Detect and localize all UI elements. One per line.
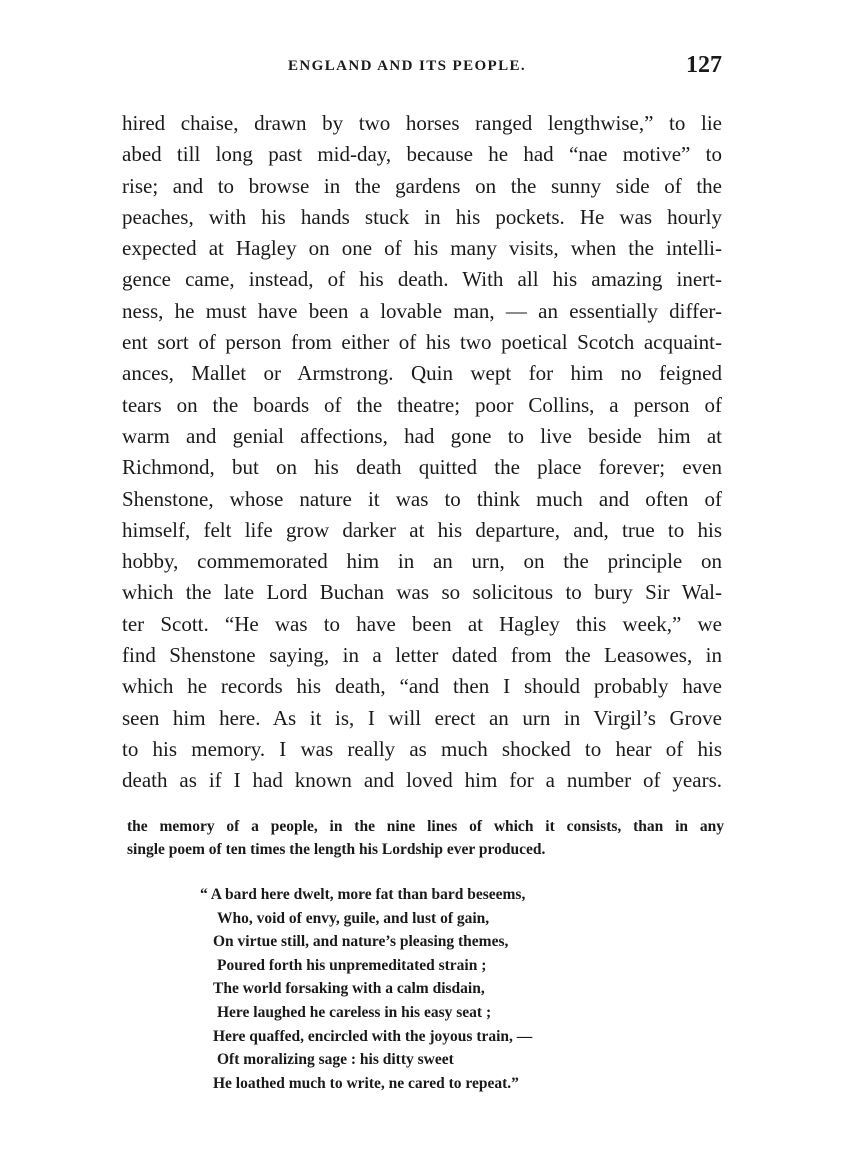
text-line: hobby, commemorated him in an urn, on the principle on: [122, 549, 722, 574]
text-line: abed till long past mid-day, because he had “nae motive” to: [122, 142, 722, 167]
poem-line: Poured forth his unpremeditated strain ;: [217, 956, 487, 974]
text-line: Shenstone, whose nature it was to think much and often of: [122, 486, 722, 511]
footnote: [127, 815, 724, 861]
text-line: seen him here. As it is, I will erect an urn in Virgil’s Grove: [122, 705, 722, 730]
text-line: gence came, instead, of his death. With all his amazing inert-: [122, 267, 722, 292]
page-number: 127: [686, 52, 722, 78]
text-line: ent sort of person from either of his two poetical Scotch acquaint-: [122, 330, 722, 355]
poem-line: On virtue still, and nature’s pleasing themes,: [213, 933, 509, 951]
text-line: rise; and to browse in the gardens on the sunny side of the: [122, 173, 722, 198]
text-line: warm and genial affections, had gone to live beside him at: [122, 423, 722, 448]
poem-line: “ A bard here dwelt, more fat than bard beseems,: [200, 886, 526, 903]
page-header: [122, 52, 722, 84]
running-title: ENGLAND AND ITS PEOPLE.: [288, 58, 527, 74]
text-line: ances, Mallet or Armstrong. Quin wept for him no feigned: [122, 361, 722, 386]
text-line: death as if I had known and loved him for a number of years.: [122, 768, 722, 793]
text-line: which the late Lord Buchan was so solicitous to bury Sir Wal-: [122, 580, 722, 605]
text-line: to his memory. I was really as much shocked to hear of his: [122, 736, 722, 761]
quoted-poem: [200, 883, 680, 1095]
main-text: [122, 108, 722, 797]
poem-line: Oft moralizing sage : his ditty sweet: [217, 1051, 454, 1069]
poem-line: He loathed much to write, ne cared to repeat.”: [213, 1074, 519, 1092]
text-line: himself, felt life grow darker at his departure, and, true to his: [122, 517, 722, 542]
poem-line: The world forsaking with a calm disdain,: [213, 980, 485, 998]
text-line: which he records his death, “and then I should probably have: [122, 674, 722, 699]
text-line: tears on the boards of the theatre; poor Collins, a person of: [122, 392, 722, 417]
poem-line: Here quaffed, encircled with the joyous train, —: [213, 1027, 533, 1045]
text-line: hired chaise, drawn by two horses ranged lengthwise,” to lie: [122, 111, 722, 135]
text-line: find Shenstone saying, in a letter dated from the Leasowes, in: [122, 643, 722, 668]
poem-line: Who, void of envy, guile, and lust of gain,: [217, 909, 490, 927]
text-line: ness, he must have been a lovable man, — an essentially differ-: [122, 298, 722, 323]
footnote-line: the memory of a people, in the nine lines of which it consists, than in any: [127, 818, 724, 835]
text-line: peaches, with his hands stuck in his pockets. He was hourly: [122, 204, 722, 229]
footnote-line: single poem of ten times the length his Lordship ever produced.: [127, 841, 546, 858]
text-line: ter Scott. “He was to have been at Hagley this week,” we: [122, 611, 722, 636]
text-line: expected at Hagley on one of his many visits, when the intelli-: [122, 236, 722, 261]
text-line: Richmond, but on his death quitted the place forever; even: [122, 455, 722, 480]
poem-line: Here laughed he careless in his easy seat ;: [217, 1003, 492, 1021]
